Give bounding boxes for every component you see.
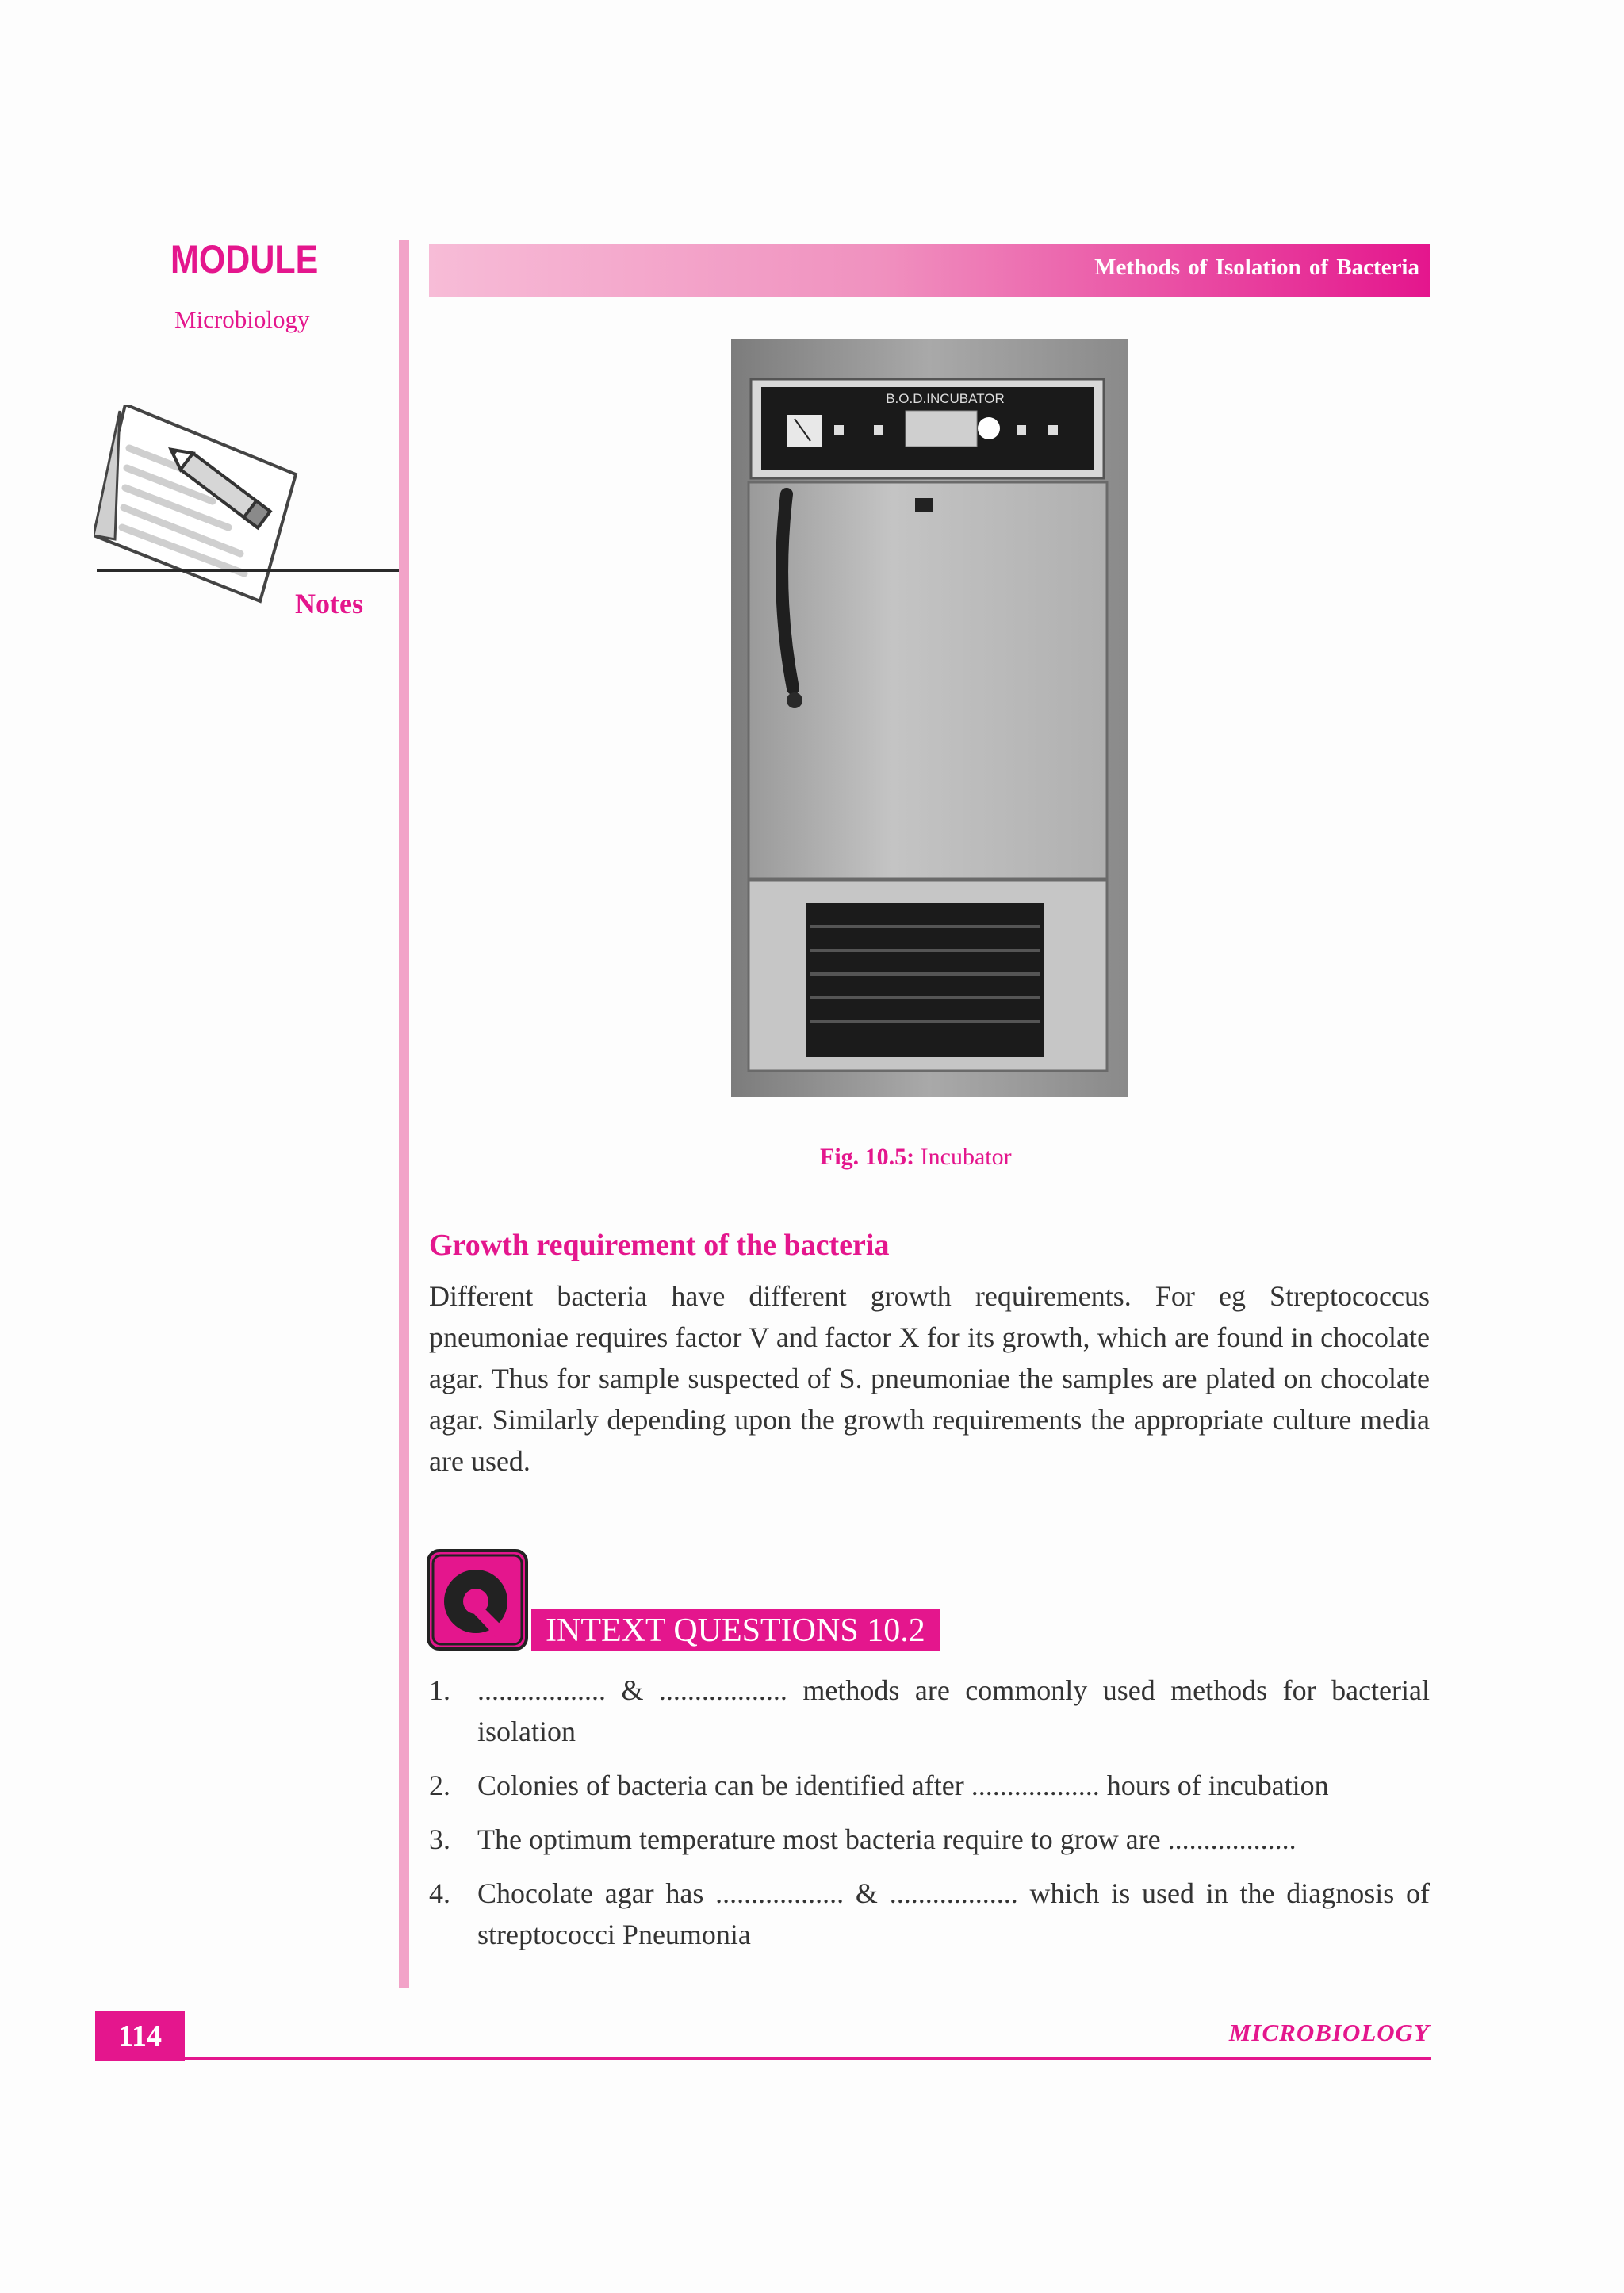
module-subject: Microbiology (174, 305, 310, 333)
intext-questions-title: INTEXT QUESTIONS 10.2 (531, 1609, 940, 1651)
notes-divider (97, 569, 400, 572)
question-text: .................. & .................. methods are commonly used methods for bacterial isolation (477, 1674, 1430, 1747)
question-number: 2. (429, 1770, 450, 1801)
intext-question-list (429, 1670, 1430, 1968)
figure-caption-text: Incubator (920, 1144, 1012, 1170)
footer-rule (95, 2057, 1431, 2060)
body-paragraph: Different bacteria have different growth requirements. For eg Streptococcus pneumoniae requires factor V and factor X for its growth, which are found in chocolate agar. Thus for sample suspected of S. pneumoniae the samples are plated on chocolate agar. Similarly depending upon the growth requirements the appropriate culture media are used. (429, 1280, 1430, 1477)
module-title: MODULE (170, 237, 319, 282)
question-number: 1. (429, 1674, 450, 1706)
figure-caption (820, 1144, 1012, 1171)
question-item (429, 1819, 1430, 1860)
question-text: Colonies of bacteria can be identified after .................. hours of incubation (477, 1770, 1329, 1801)
notes-label: Notes (295, 588, 363, 619)
incubator-photo (731, 339, 1128, 1097)
question-item (429, 1765, 1430, 1806)
chapter-title: Methods of Isolation of Bacteria (1094, 255, 1419, 280)
notes-pencil-icon (94, 405, 300, 607)
question-text: The optimum temperature most bacteria require to grow are .................. (477, 1823, 1297, 1855)
question-item (429, 1670, 1430, 1752)
question-q-icon (427, 1549, 528, 1651)
footer-book-title: MICROBIOLOGY (1228, 2019, 1430, 2046)
chapter-header-band (429, 244, 1430, 297)
question-text: Chocolate agar has .................. & .................. which is used in the diagnosis of streptococci Pneumonia (477, 1877, 1430, 1950)
question-item (429, 1873, 1430, 1955)
margin-vertical-bar (399, 240, 409, 1988)
figure-number: Fig. 10.5: (820, 1144, 915, 1170)
question-number: 3. (429, 1823, 450, 1855)
photo-panel-label: B.O.D.INCUBATOR (886, 391, 1005, 406)
question-number: 4. (429, 1877, 450, 1909)
page-number: 114 (95, 2011, 185, 2061)
section-heading: Growth requirement of the bacteria (429, 1229, 890, 1262)
